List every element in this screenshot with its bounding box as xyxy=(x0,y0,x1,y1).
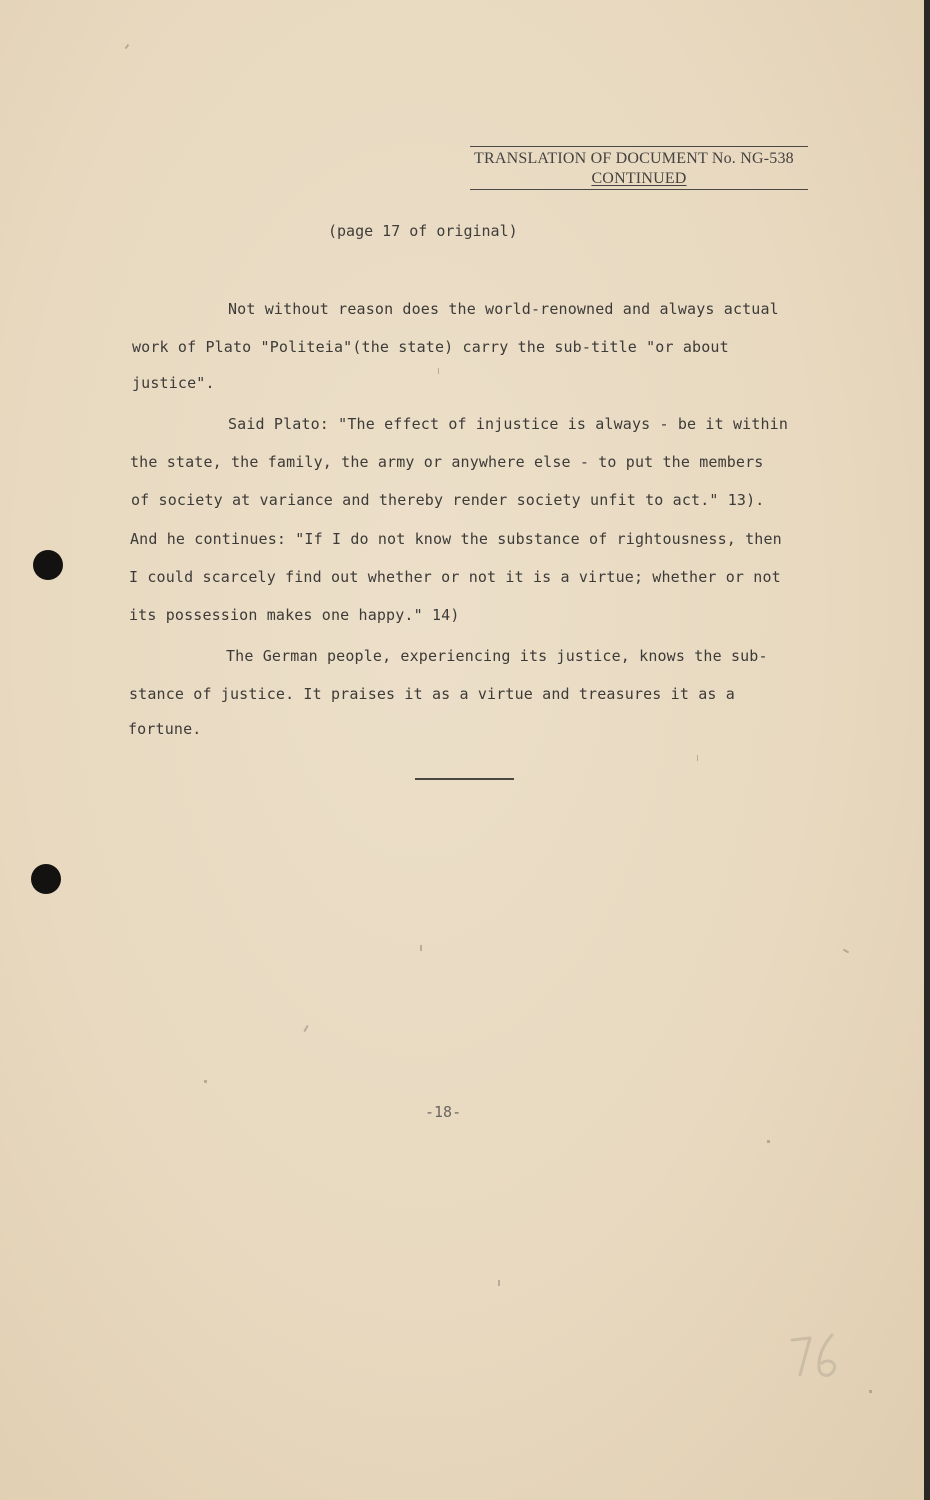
paper-speck xyxy=(697,755,698,761)
page-edge-shadow xyxy=(924,0,930,1500)
punch-hole-bottom xyxy=(31,864,61,894)
paragraph-1-line-2: work of Plato "Politeia"(the state) carry the sub-title "or about xyxy=(132,338,729,356)
paper-speck xyxy=(125,44,130,49)
original-page-reference: (page 17 of original) xyxy=(328,222,518,240)
paragraph-1-line-3: justice". xyxy=(132,374,215,392)
paper-speck xyxy=(767,1140,770,1143)
document-header xyxy=(470,146,808,190)
punch-hole-top xyxy=(33,550,63,580)
paper-speck xyxy=(843,949,849,954)
paragraph-2-line-6: its possession makes one happy." 14) xyxy=(129,606,460,624)
handwritten-page-mark xyxy=(786,1330,846,1385)
paper-speck xyxy=(869,1390,872,1393)
paragraph-1-line-1: Not without reason does the world-renowned and always actual xyxy=(228,300,779,318)
paper-speck xyxy=(498,1280,500,1286)
paragraph-2-line-1: Said Plato: "The effect of injustice is always - be it within xyxy=(228,415,789,433)
header-continued: CONTINUED xyxy=(591,170,687,187)
page-number: -18- xyxy=(425,1103,462,1121)
paragraph-2-line-2: the state, the family, the army or anywhere else - to put the members xyxy=(130,453,764,471)
paper-speck xyxy=(303,1025,308,1032)
paragraph-2-line-3: of society at variance and thereby render society unfit to act." 13). xyxy=(131,491,765,509)
paper-speck xyxy=(204,1080,207,1083)
paragraph-3-line-1: The German people, experiencing its justice, knows the sub- xyxy=(226,647,768,665)
paper-speck xyxy=(438,368,439,374)
header-title: TRANSLATION OF DOCUMENT No. NG-538 xyxy=(474,150,794,167)
paragraph-2-line-4: And he continues: "If I do not know the substance of rightousness, then xyxy=(130,530,782,548)
paragraph-3-line-2: stance of justice. It praises it as a virtue and treasures it as a xyxy=(129,685,735,703)
paper-speck xyxy=(420,945,422,951)
paragraph-2-line-5: I could scarcely find out whether or not it is a virtue; whether or not xyxy=(129,568,781,586)
section-divider xyxy=(415,778,514,780)
paragraph-3-line-3: fortune. xyxy=(128,720,202,738)
